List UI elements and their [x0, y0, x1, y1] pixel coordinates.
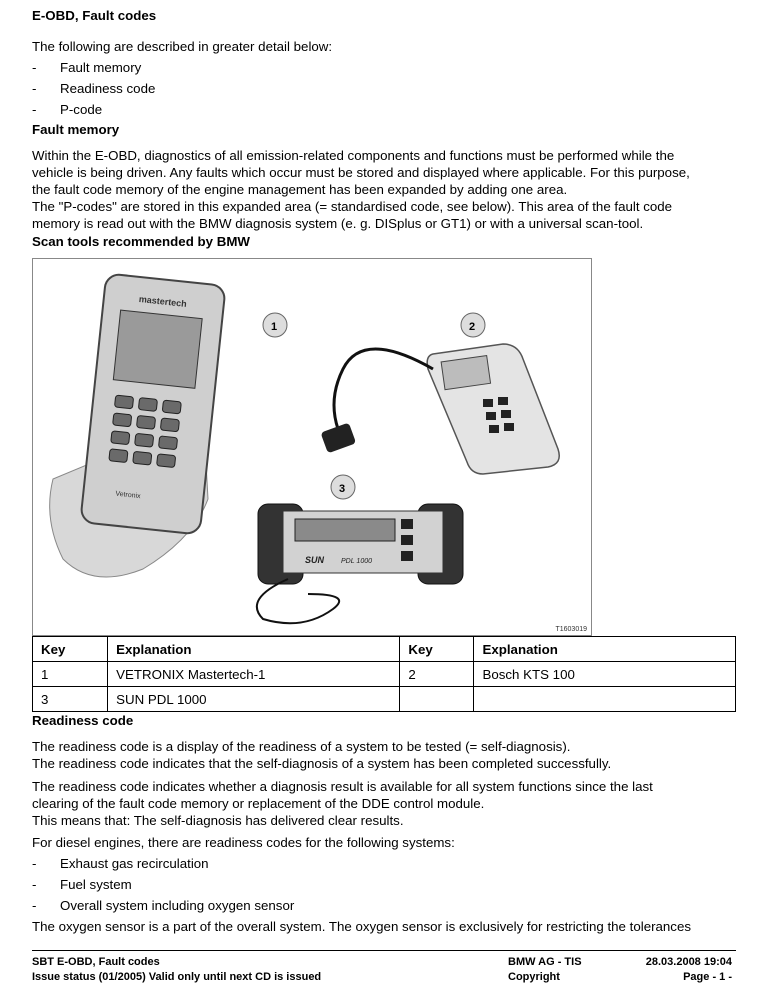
- footer-divider: [32, 950, 736, 951]
- footer-middle: BMW AG - TIS Copyright: [508, 956, 582, 983]
- readiness-para-1: The readiness code is a display of the readiness of a system to be tested (= self-diagnosis). The readiness code indicates that the self-diagnosis of a system has been completed successfully.: [32, 739, 612, 771]
- column-header: Key: [33, 637, 108, 662]
- intro-item: - Readiness code: [32, 81, 156, 96]
- key-table: [32, 636, 736, 712]
- table-cell: VETRONIX Mastertech-1: [108, 662, 400, 687]
- readiness-heading: Readiness code: [32, 713, 134, 728]
- intro-item: - Fault memory: [32, 60, 142, 75]
- table-row: [33, 662, 736, 687]
- scan-tools-figure: [32, 258, 592, 636]
- table-row: [33, 687, 736, 712]
- footer-left: SBT E-OBD, Fault codes Issue status (01/2005) Valid only until next CD is issued: [32, 956, 322, 983]
- table-cell: 1: [33, 662, 108, 687]
- pdl-device-icon: [257, 504, 463, 623]
- table-cell: [400, 687, 474, 712]
- column-header: Explanation: [108, 637, 400, 662]
- intro-text: The following are described in greater detail below:: [32, 39, 333, 54]
- scan-tools-illustration: [33, 259, 591, 635]
- table-cell: 3: [33, 687, 108, 712]
- readiness-para-2: The readiness code indicates whether a diagnosis result is available for all system functions since the last clearing of the fault code memory or replacement of the DDE control module. This means that: The self-diagnosis has delivered clear results.: [32, 779, 653, 828]
- readiness-item: - Fuel system: [32, 877, 132, 892]
- readiness-item: - Exhaust gas recirculation: [32, 856, 209, 871]
- footer-right: 28.03.2008 19:04 Page - 1 -: [645, 956, 732, 983]
- readiness-para-3: For diesel engines, there are readiness codes for the following systems:: [32, 835, 455, 850]
- readiness-para-4: The oxygen sensor is a part of the overall system. The oxygen sensor is exclusively for restricting the tolerances: [32, 919, 691, 934]
- fault-memory-text: Within the E-OBD, diagnostics of all emission-related components and functions must be performed while the vehicle is being driven. Any faults which occur must be stored and displayed where applicable. For this purpose, the fault code memory of the engine management has been expanded by adding one area. The "P-codes" are stored in this expanded area (= standardised code, see below). This area of the fault code memory is read out with the BMW diagnosis system (e. g. DISplus or GT1) or with a universal scan-tool.: [32, 148, 690, 231]
- figure-id: T1603019: [555, 626, 587, 633]
- column-header: Key: [400, 637, 474, 662]
- sun-label: SUN: [305, 555, 325, 565]
- device-brand-label: mastertech: [138, 293, 188, 309]
- callout-2-label: 2: [469, 321, 476, 333]
- fault-memory-heading: Fault memory: [32, 122, 120, 137]
- scan-tools-heading: Scan tools recommended by BMW: [32, 234, 250, 249]
- mastertech-device-icon: [80, 273, 225, 534]
- callout-1-label: 1: [271, 321, 278, 333]
- readiness-item: - Overall system including oxygen sensor: [32, 898, 295, 913]
- intro-item: - P-code: [32, 102, 103, 117]
- callout-3-label: 3: [339, 483, 346, 495]
- pdl-label: PDL 1000: [341, 558, 373, 565]
- document-title: E-OBD, Fault codes: [32, 8, 157, 23]
- table-cell: SUN PDL 1000: [108, 687, 400, 712]
- key-table-header: [33, 637, 736, 662]
- table-cell: Bosch KTS 100: [474, 662, 736, 687]
- column-header: Explanation: [474, 637, 736, 662]
- table-cell: 2: [400, 662, 474, 687]
- table-cell: [474, 687, 736, 712]
- kts-device-icon: [320, 344, 559, 474]
- vetronix-label: Vetronix: [115, 490, 141, 501]
